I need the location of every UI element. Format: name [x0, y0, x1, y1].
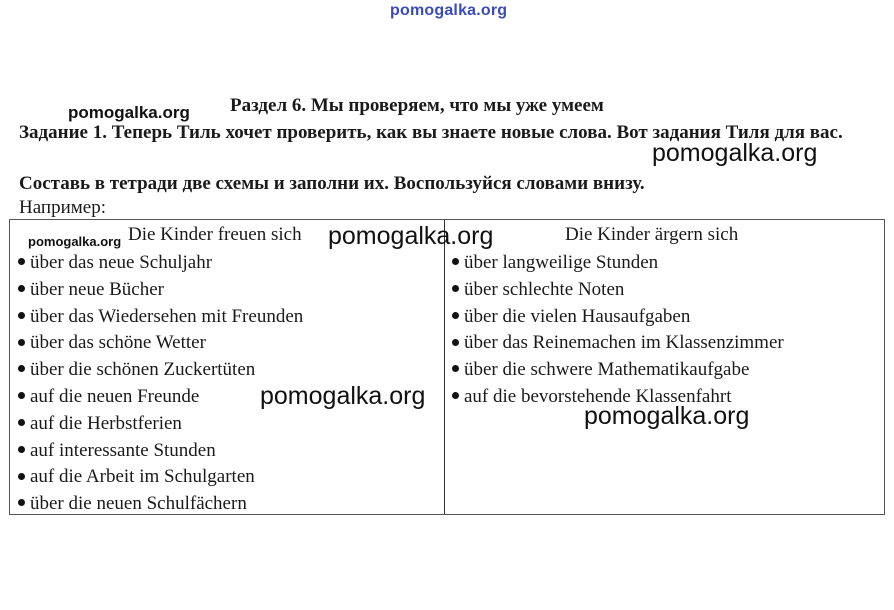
scheme-table [9, 219, 885, 515]
bullet-icon [18, 446, 25, 453]
list-item: über das neue Schuljahr [18, 250, 303, 277]
bullet-icon [452, 285, 459, 292]
bullet-icon [18, 258, 25, 265]
list-item: über die vielen Hausaufgaben [452, 304, 784, 331]
list-item: über das Reinemachen im Klassenzimmer [452, 330, 784, 357]
bullet-icon [18, 365, 25, 372]
watermark-table-middle: pomogalka.org [260, 382, 426, 410]
list-item: über neue Bücher [18, 277, 303, 304]
list-item: auf die Herbstferien [18, 411, 303, 438]
list-item: auf die neuen Freunde [18, 384, 303, 411]
right-column-title: Die Kinder ärgern sich [565, 224, 739, 245]
list-item: über die neuen Schulfächern [18, 491, 303, 518]
list-item: über die schönen Zuckertüten [18, 357, 303, 384]
instruction-text: Составь в тетради две схемы и заполни их. Воспользуйся словами внизу. [19, 173, 645, 194]
example-label: Например: [19, 197, 106, 218]
site-watermark-top: pomogalka.org [390, 2, 508, 19]
bullet-icon [452, 312, 459, 319]
section-heading: Раздел 6. Мы проверяем, что мы уже умеем [230, 95, 604, 116]
bullet-icon [18, 499, 25, 506]
list-item: auf die Arbeit im Schulgarten [18, 464, 303, 491]
list-item: über schlechte Noten [452, 277, 784, 304]
bullet-icon [18, 339, 25, 346]
bullet-icon [18, 392, 25, 399]
right-phrase-list [452, 250, 784, 411]
list-item: über das schöne Wetter [18, 330, 303, 357]
bullet-icon [452, 365, 459, 372]
bullet-icon [18, 312, 25, 319]
watermark-task-right: pomogalka.org [652, 139, 818, 167]
watermark-table-header: pomogalka.org [328, 222, 494, 250]
bullet-icon [452, 392, 459, 399]
list-item: über das Wiedersehen mit Freunden [18, 304, 303, 331]
bullet-icon [18, 285, 25, 292]
list-item: auf interessante Stunden [18, 438, 303, 465]
column-divider [444, 220, 445, 514]
list-item: auf die bevorstehende Klassenfahrt [452, 384, 784, 411]
watermark-table-small: pomogalka.org [28, 234, 122, 249]
watermark-left-heading: pomogalka.org [68, 103, 190, 122]
bullet-icon [18, 473, 25, 480]
task-text: Задание 1. Теперь Тиль хочет проверить, как вы знаете новые слова. Вот задания Тиля для вас. [19, 122, 843, 143]
list-item: über die schwere Mathematikaufgabe [452, 357, 784, 384]
bullet-icon [18, 419, 25, 426]
watermark-table-right: pomogalka.org [584, 402, 750, 430]
list-item: über langweilige Stunden [452, 250, 784, 277]
left-column-title: Die Kinder freuen sich [128, 224, 302, 245]
bullet-icon [452, 339, 459, 346]
bullet-icon [452, 258, 459, 265]
